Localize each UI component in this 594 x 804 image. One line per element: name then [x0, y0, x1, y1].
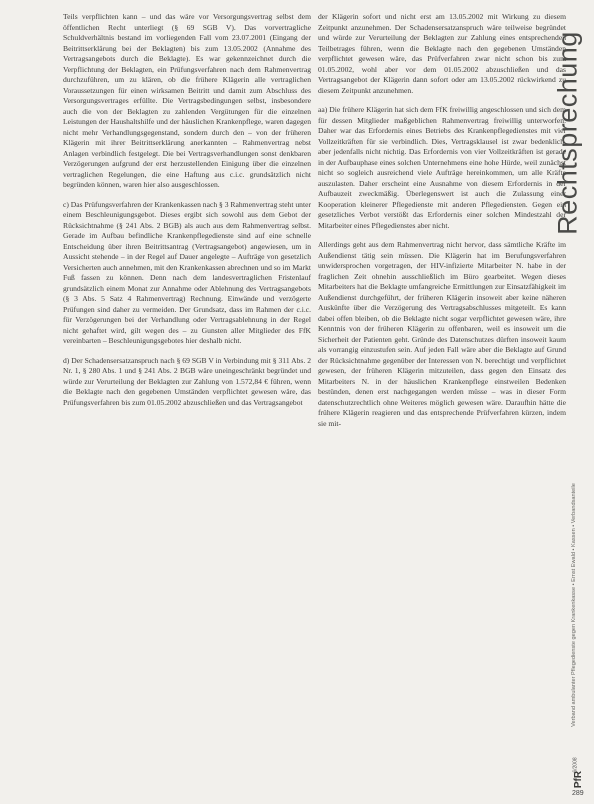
paragraph: aa) Die frühere Klägerin hat sich dem FfK freiwillig angeschlossen und sich dem für dessen Mitglieder maßgeblichen Rahmenvertrag freiwillig unterworfen. Daher war das Erfordernis eines Betriebs des Krankenpflegedienstes mit vier Vollzeitkräften für sie verbindlich. Dies, Vertragsklausel ist zwar bedenklich, aber jedenfalls nicht nichtig. Das Erfordernis von vier Vollzeitkräften ist gerade in der Aufbauphase eines solchen Unternehmens eine hohe Hürde, weil zunächst nicht so sogleich ausreichend viele Aufträge hereinkommen, um alle Kräfte auszulasten. Daher erscheint eine Ausnahme von diesem Erfordernis in der Aufbauzeit zweckmäßig. Überlegenswert ist auch die Zulassung einer Kooperation kleinerer Pflegedienste mit anderen Pflegediensten. Gegen ein gesetzliches Verbot verstößt das Erfordernis einer solchen Mindestzahl der Mitarbeiter eines Pflegedienstes aber nicht. [318, 105, 566, 230]
side-meta-label: Verband ambulanter Pflegedienste gegen Krankenkasse • Ernst Ewald • Kassen • Verbandsanteile [571, 483, 577, 727]
rubric-label: Rechtsprechung [552, 31, 583, 235]
journal-logo: PfR [573, 770, 585, 789]
paragraph: d) Der Schadensersatzanspruch nach § 69 SGB V in Verbindung mit § 311 Abs. 2 Nr. 1, § 280 Abs. 1 und § 241 Abs. 2 BGB wäre uneingeschränkt begründet und würde zur Verurteilung der Beklagten zur Zahlung von 1.572,84 € führen, wenn die Beklagte nach den gegebenen Umständen verpflichtet gewesen wäre, das Prüfungsverfahren bis zum 01.05.2002 abzuschließen und das Vertragsangebot [63, 355, 311, 407]
paragraph: c) Das Prüfungsverfahren der Krankenkassen nach § 3 Rahmenvertrag steht unter einem Beschleunigungsgebot. Dieses ergibt sich sowohl aus dem Gebot der Rücksichtnahme (§ 241 Abs. 2 BGB) als auch aus dem Rahmenvertrag selbst. Gerade im Aufbau befindliche Krankenpflegedienste sind auf eine schnelle Entscheidung über ihren Beitrittsantrag (Vertragsangebot) angewiesen, um in Aussicht stehende – in der Regel auf Dauer angelegte – Aufträge von gesetzlich Versicherten auch annehmen, mit den Krankenkassen abrechnen und so im Markt Fuß fassen zu können. Denn nach dem landesvertraglichen Fristenlauf grundsätzlich einem Monat zur Annahme oder Ablehnung des Vertragsangebots (§ 3 Abs. 5 Satz 4 Rahmenvertrag) Rechnung. Einwände und verzögerte Prüfungen sind daher zu vermeiden. Der Grundsatz, dass im Rahmen der c.i.c. für Verzögerungen bei der Verhandlung oder Vertragsablehnung in der Regel nicht gehaftet wird, gilt wegen des – zu Gunsten aller Mitglieder des FfK vereinbarten – Beschleunigungsgebotes hier deshalb nicht. [63, 199, 311, 345]
journal-issue: 6/2008 [572, 757, 579, 773]
page-number: 289 [572, 790, 584, 797]
section-rubric [546, 8, 590, 258]
text-column-right [318, 12, 566, 438]
paragraph: Allerdings geht aus dem Rahmenvertrag nicht hervor, dass sämtliche Kräfte im Außendienst tätig sein müssen. Die Klägerin hat im Berufungsverfahren unwidersprochen vorgetragen, der HIV-infizierte Mitarbeiter N. habe in der fraglichen Zeit ohnehin ausschließlich im Büro gearbeitet. Wegen dieses Mitarbeiters hat die Beklagte umfangreiche Ermittlungen zur Einsatzfähigkeit im Außendienst durchgeführt, der früheren Klägerin insoweit aber keine näheren Auskünfte über die Verzögerung des Vertragsabschlusses mitgeteilt. Es kann dabei offen bleiben, ob die Beklagte nicht sogar verpflichtet gewesen wäre, ihre Kenntnis von der früheren Klägerin zu offenbaren, weil es insoweit um die Sicherheit der Patienten geht. Gründe des Datenschutzes dürften insoweit kaum als vorrangig einzustufen sein. Auf jeden Fall wäre aber die Beklagte auf Grund der Rücksichtnahme gegenüber der Interessen von N. berechtigt und verpflichtet gewesen, der früheren Klägerin mitzuteilen, dass gegen den Einsatz des Mitarbeiters N. in der häuslichen Krankenpflege einstweilen Bedenken bestünden, denen erst nachgegangen werden müsse – was in dieser Form datenschutzrechtlich ohne Weiteres möglich gewesen wäre. Daraufhin hätte die frühere Klägerin reagieren und das entsprechende Prüfverfahren kürzen, indem sie mit- [318, 240, 566, 428]
paragraph: der Klägerin sofort und nicht erst am 13.05.2002 mit Wirkung zu diesem Zeitpunkt anzunehmen. Der Schadensersatzanspruch wäre teilweise begründet und würde zur Verurteilung der Beklagten zur Zahlung eines entsprechenden Teilbetrages führen, wenn die Beklagte nach den gegebenen Umständen verpflichtet gewesen wäre, das Prüfverfahren zwar nicht schon bis zum 01.05.2002, wohl aber vor dem 01.05.2002 abzuschließen und das Vertragsangebot der Klägerin dann sofort oder am 13.05.2002 rückwirkend zu diesem Zeitpunkt anzunehmen. [318, 12, 566, 95]
paragraph: Teils verpflichten kann – und das wäre vor Versorgungsvertrag selbst dem öffentlichen Recht unterliegt (§ 69 SGB V). Das vorvertragliche Schuldverhältnis bestand im vorliegenden Fall vom 23.07.2001 (Eingang der Beitrittserklärung bei der Beklagten) bis zum 13.05.2002 (Annahme des Vertragsangebots durch die Beklagte). Es war gekennzeichnet durch die Verpflichtung der Beklagten, ein Prüfungsverfahren nach dem Rahmenvertrag durchzuführen, um zu klären, ob die frühere Klägerin alle vertraglichen Voraussetzungen für einen wirksamen Beitritt und damit zum Abschluss des Versorgungsvertrages erfüllte. Die Vertragsbedingungen selbst, insbesondere auch die von der Beklagten zu zahlenden Vergütungen für die einzelnen Leistungen der Haushaltshilfe und der häuslichen Krankenpflege, waren dagegen nicht mehr Verhandlungsgegenstand, sondern durch den – von der früheren Klägerin mit ihrer Beitrittserklärung anerkannten – Rahmenvertrag nebst Anlagen verbindlich festgelegt. Die bei Vertragsverhandlungen sonst denkbaren Verzögerungen aufgrund der erst herzustellenden Einigung über die einzelnen vertraglichen Regelungen, die eine Haftung aus c.i.c. grundsätzlich nicht begründen können, waren hier also ausgeschlossen. [63, 12, 311, 189]
side-meta-text [568, 440, 580, 773]
text-column-left [63, 12, 311, 417]
